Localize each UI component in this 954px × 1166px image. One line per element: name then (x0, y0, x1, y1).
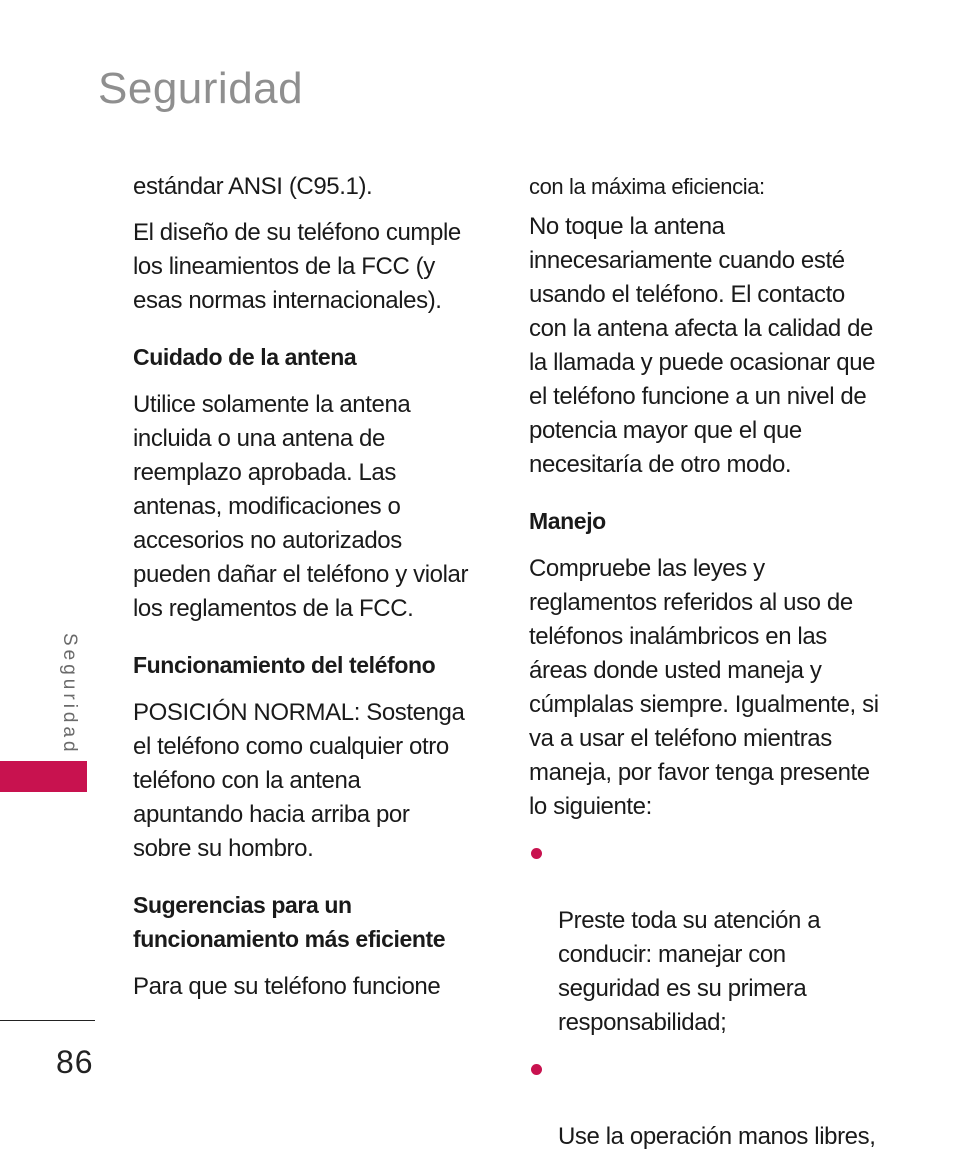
paragraph-driving-laws: Compruebe las leyes y reglamentos referidos al uso de teléfonos inalámbricos en las áreas donde usted maneja y cúmplalas siempre. Igualmente, si va a usar el teléfono mientras maneja, por favor tenga presente lo siguiente: (529, 555, 879, 820)
paragraph-fcc-compliance: El diseño de su teléfono cumple los lineamientos de la FCC (y esas normas internacionales). (133, 219, 461, 314)
footer-divider (0, 1020, 95, 1021)
page-number: 86 (56, 1044, 94, 1080)
bullet-icon (531, 848, 542, 859)
bullet-icon (531, 1064, 542, 1075)
paragraph-normal-position: POSICIÓN NORMAL: Sostenga el teléfono como cualquier otro teléfono con la antena apuntando hacia arriba por sobre su hombro. (133, 699, 465, 862)
section-tab-marker (0, 761, 87, 792)
paragraph-ansi-standard: estándar ANSI (C95.1). (133, 173, 373, 200)
list-item (529, 1052, 889, 1154)
heading-antenna-care: Cuidado de la antena (133, 344, 357, 370)
page-title: Seguridad (98, 64, 304, 113)
paragraph-antenna-care: Utilice solamente la antena incluida o una antena de reemplazo aprobada. Las antenas, modificaciones o accesorios no autorizados pueden dañar el teléfono y violar los reglamentos de la FCC. (133, 391, 469, 622)
paragraph-efficiency-cont: con la máxima eficiencia: (529, 174, 765, 199)
heading-driving: Manejo (529, 508, 606, 534)
section-side-label: Seguridad (59, 633, 80, 756)
list-item-text: Use la operación manos libres, (558, 1123, 876, 1150)
driving-bullet-list (529, 836, 889, 1154)
heading-phone-operation: Funcionamiento del teléfono (133, 652, 436, 678)
list-item (529, 836, 889, 1040)
paragraph-efficiency-start: Para que su teléfono funcione (133, 973, 441, 1000)
paragraph-antenna-touch: No toque la antena innecesariamente cuando esté usando el teléfono. El contacto con la antena afecta la calidad de la llamada y puede ocasionar que el teléfono funcione a un nivel de potencia mayor que el que necesitaría de otro modo. (529, 213, 876, 478)
list-item-text: Preste toda su atención a conducir: manejar con seguridad es su primera responsabilidad; (558, 907, 821, 1036)
right-column (529, 170, 889, 1166)
heading-efficiency-tips: Sugerencias para un funcionamiento más eficiente (133, 892, 446, 952)
left-column (133, 170, 493, 1016)
